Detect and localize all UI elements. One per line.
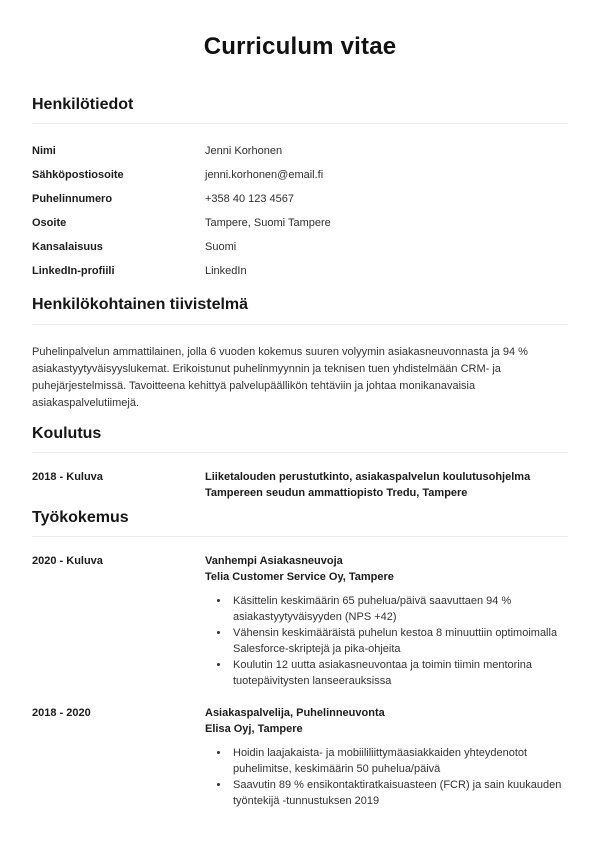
entry-period: 2020 - Kuluva (32, 555, 103, 568)
section-summary (32, 296, 568, 411)
info-row-phone (32, 192, 568, 207)
info-row-email (32, 168, 568, 183)
bullet-item: • Saavutin 89 % ensikontaktiratkaisuasteen (FCR) ja sain kuukauden työntekijä -tunnustuksen 2019 (230, 777, 568, 809)
info-value: +358 40 123 4567 (205, 193, 295, 206)
education-entry (32, 469, 568, 501)
section-personal-info (32, 96, 568, 279)
info-row-name (32, 144, 568, 159)
section-heading-summary: Henkilökohtainen tiivistelmä (32, 296, 568, 324)
info-row-address (32, 216, 568, 231)
experience-bullet-list (205, 745, 568, 809)
section-education (32, 425, 568, 501)
info-value: jenni.korhonen@email.fi (205, 169, 324, 182)
info-value: Tampere, Suomi Tampere (205, 217, 331, 230)
bullet-item: • Koulutin 12 uutta asiakasneuvontaa ja toimin tiimin mentorina tuotepäivitysten lanseerauksissa (230, 657, 568, 689)
experience-entry (32, 705, 568, 809)
bullet-item: • Vähensin keskimääräistä puhelun kestoa 8 minuuttiin optimoimalla Salesforce-skriptejä ja pika-ohjeita (230, 625, 568, 657)
section-heading-personal: Henkilötiedot (32, 96, 568, 124)
info-label: Kansalaisuus (32, 241, 103, 254)
entry-subtitle: Elisa Oyj, Tampere (205, 723, 303, 736)
entry-title: Liiketalouden perustutkinto, asiakaspalvelun koulutusohjelma (205, 470, 531, 483)
info-row-linkedin (32, 264, 568, 279)
info-value: Jenni Korhonen (205, 145, 283, 158)
experience-entry (32, 553, 568, 689)
entry-period: 2018 - 2020 (32, 707, 91, 720)
entry-title: Vanhempi Asiakasneuvoja (205, 555, 343, 568)
info-label: Osoite (32, 217, 67, 230)
entry-main (205, 705, 385, 737)
info-value: LinkedIn (205, 265, 247, 278)
entry-subtitle: Tampereen seudun ammattiopisto Tredu, Tampere (205, 486, 468, 499)
experience-entry-header (32, 705, 568, 737)
section-experience (32, 509, 568, 809)
entry-main (205, 553, 394, 585)
info-row-nationality (32, 240, 568, 255)
entry-subtitle: Telia Customer Service Oy, Tampere (205, 571, 394, 584)
summary-paragraph: Puhelinpalvelun ammattilainen, jolla 6 vuoden kokemus suuren volyymin asiakasneuvonnasta ja 94 % asiakastyytyväisyyslukemat. Erikoistunut puhelinmyynnin ja teknisen tuen yhdistelmään CRM- ja puhejärjestelmissä. Tavoitteena kehittyä palvelupäällikön tehtäviin ja johtaa monikanavaisia asiakaspalvelutiimejä. (32, 345, 528, 409)
bullet-item: • Hoidin laajakaista- ja mobiililiittymäasiakkaiden yhteydenotot puhelimitse, keskimäärin 50 puhelua/päivä (230, 745, 568, 777)
entry-main (205, 469, 530, 501)
info-value: Suomi (205, 241, 237, 254)
info-label: LinkedIn-profiili (32, 265, 115, 278)
info-label: Nimi (32, 145, 56, 158)
section-heading-education: Koulutus (32, 425, 568, 453)
experience-bullet-list (205, 593, 568, 689)
section-heading-experience: Työkokemus (32, 509, 568, 537)
info-label: Sähköpostiosoite (32, 169, 124, 182)
personal-info-table (32, 144, 568, 279)
info-label: Puhelinnumero (32, 193, 113, 206)
entry-title: Asiakaspalvelija, Puhelinneuvonta (205, 707, 385, 720)
bullet-item: • Käsittelin keskimäärin 65 puhelua/päivä saavuttaen 94 % asiakastyytyväisyyden (NPS +42) (230, 593, 568, 625)
page-title: Curriculum vitae (203, 33, 397, 60)
experience-entry-header (32, 553, 568, 585)
entry-period: 2018 - Kuluva (32, 470, 103, 483)
